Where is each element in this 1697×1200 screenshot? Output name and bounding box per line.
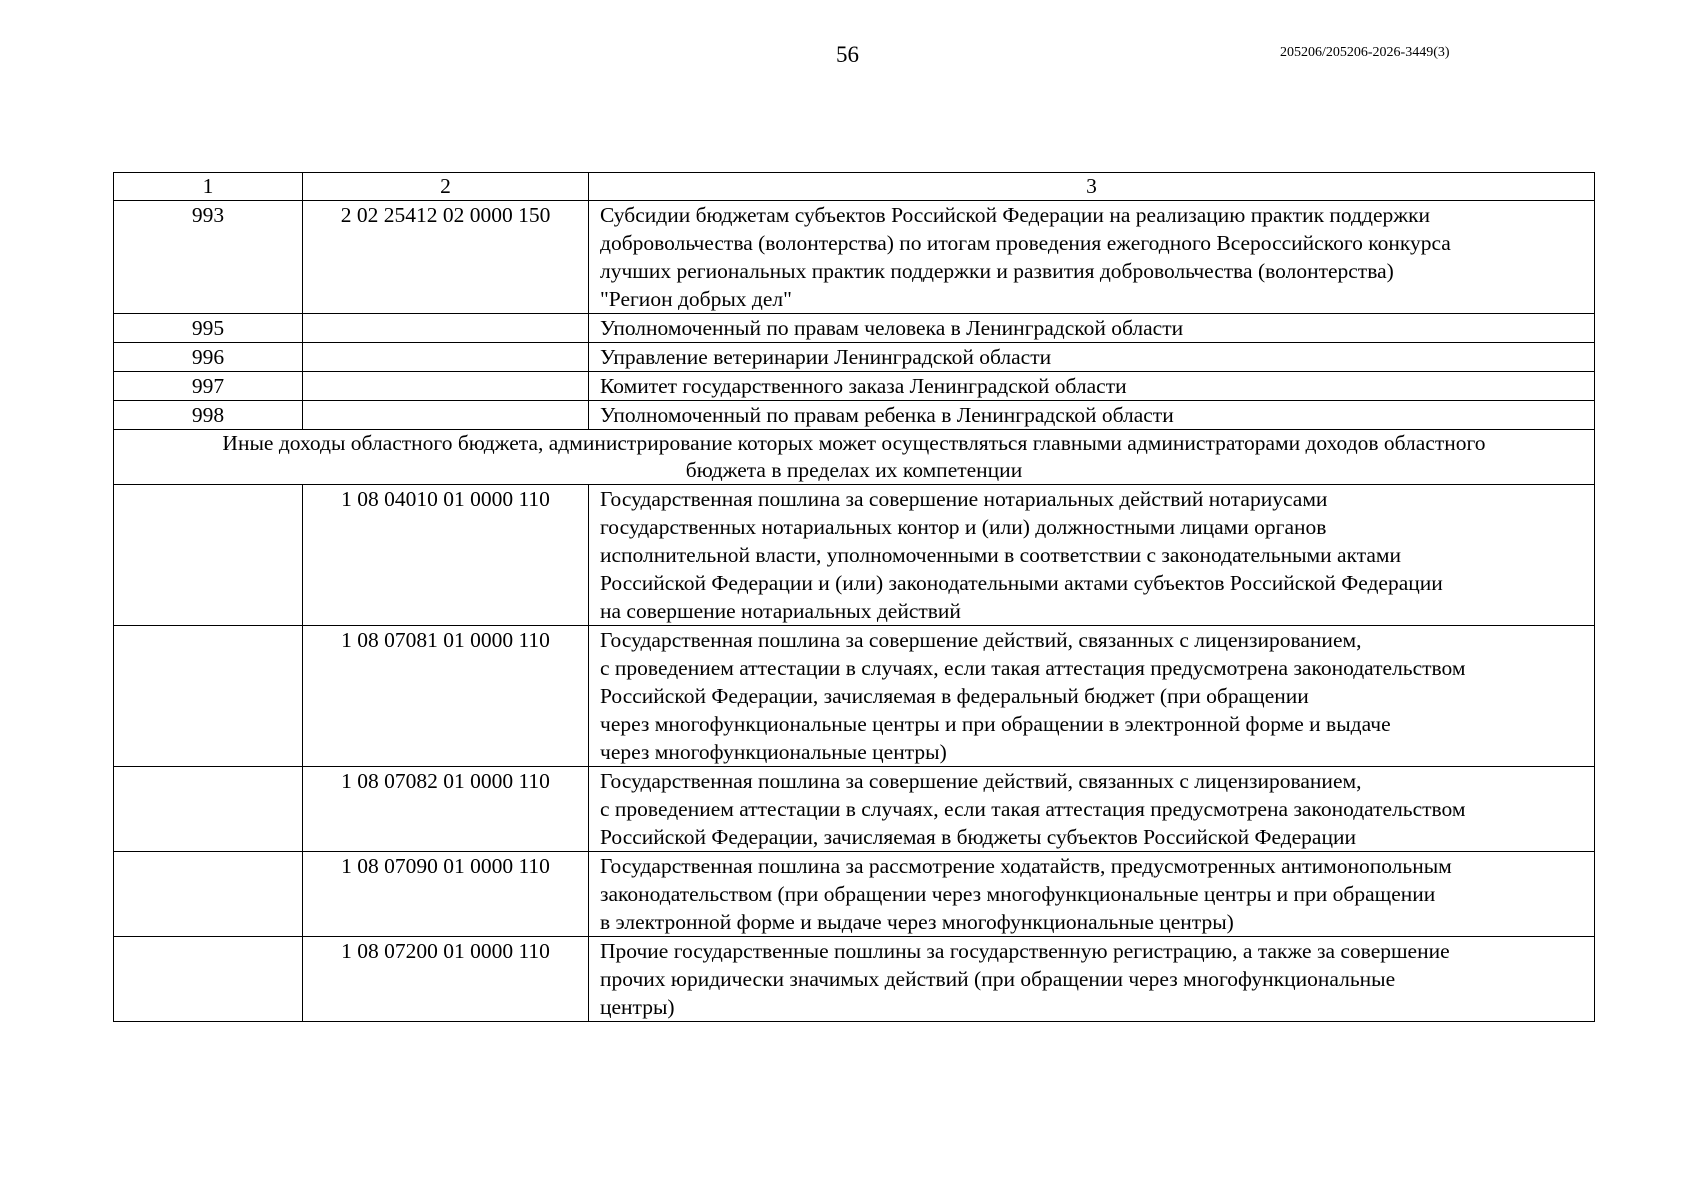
revenue-code-cell: 1 08 04010 01 0000 110 <box>303 485 589 626</box>
revenue-table <box>113 172 1595 1022</box>
description-line: законодательством (при обращении через многофункциональные центры и при обращении <box>600 882 1436 906</box>
table-row <box>114 852 1595 937</box>
description-line: прочих юридически значимых действий (при обращении через многофункциональные <box>600 967 1396 991</box>
description-line: Государственная пошлина за совершение действий, связанных с лицензированием, <box>600 628 1362 652</box>
description-line: с проведением аттестации в случаях, если такая аттестация предусмотрена законодательством <box>600 797 1466 821</box>
document-code: 205206/205206-2026-3449(3) <box>1280 45 1450 60</box>
description-line: Уполномоченный по правам человека в Ленинградской области <box>600 316 1184 340</box>
table-header-row <box>114 173 1595 201</box>
description-cell <box>589 343 1595 372</box>
admin-code-cell: 995 <box>114 314 303 343</box>
table-row <box>114 767 1595 852</box>
description-line: с проведением аттестации в случаях, если такая аттестация предусмотрена законодательством <box>600 656 1466 680</box>
description-line: государственных нотариальных контор и (или) должностными лицами органов <box>600 515 1327 539</box>
table-row <box>114 314 1595 343</box>
description-line: добровольчества (волонтерства) по итогам проведения ежегодного Всероссийского конкурса <box>600 231 1451 255</box>
table-row <box>114 201 1595 314</box>
revenue-code-cell <box>303 314 589 343</box>
admin-code-cell <box>114 485 303 626</box>
column-header-3: 3 <box>589 173 1595 201</box>
admin-code-cell <box>114 626 303 767</box>
admin-code-cell: 996 <box>114 343 303 372</box>
column-header-1: 1 <box>114 173 303 201</box>
description-cell <box>589 767 1595 852</box>
description-line: Управление ветеринарии Ленинградской области <box>600 345 1052 369</box>
description-cell <box>589 314 1595 343</box>
admin-code-cell <box>114 937 303 1022</box>
description-line: в электронной форме и выдаче через многофункциональные центры) <box>600 910 1234 934</box>
description-line: на совершение нотариальных действий <box>600 599 961 623</box>
table-row <box>114 626 1595 767</box>
description-cell <box>589 372 1595 401</box>
description-line: Российской Федерации, зачисляемая в федеральный бюджет (при обращении <box>600 684 1309 708</box>
description-line: лучших региональных практик поддержки и развития добровольчества (волонтерства) <box>600 259 1394 283</box>
description-line: Уполномоченный по правам ребенка в Ленинградской области <box>600 403 1174 427</box>
admin-code-cell: 993 <box>114 201 303 314</box>
table-row <box>114 937 1595 1022</box>
description-line: через многофункциональные центры и при обращении в электронной форме и выдаче <box>600 712 1391 736</box>
column-header-2: 2 <box>303 173 589 201</box>
description-line: через многофункциональные центры) <box>600 740 947 764</box>
description-line: исполнительной власти, уполномоченными в соответствии с законодательными актами <box>600 543 1402 567</box>
revenue-code-cell <box>303 343 589 372</box>
description-line: Комитет государственного заказа Ленинградской области <box>600 374 1127 398</box>
description-cell <box>589 401 1595 430</box>
description-line: Субсидии бюджетам субъектов Российской Федерации на реализацию практик поддержки <box>600 203 1431 227</box>
section-heading-line: бюджета в пределах их компетенции <box>685 458 1023 482</box>
description-line: Российской Федерации, зачисляемая в бюджеты субъектов Российской Федерации <box>600 825 1356 849</box>
description-cell <box>589 201 1595 314</box>
admin-code-cell: 998 <box>114 401 303 430</box>
description-cell <box>589 937 1595 1022</box>
admin-code-cell <box>114 767 303 852</box>
admin-code-cell: 997 <box>114 372 303 401</box>
revenue-code-cell <box>303 372 589 401</box>
description-line: центры) <box>600 995 675 1019</box>
section-heading-line: Иные доходы областного бюджета, администрирование которых может осуществляться главными администраторами доходов областного <box>222 431 1486 455</box>
table-row <box>114 343 1595 372</box>
admin-code-cell <box>114 852 303 937</box>
revenue-code-cell <box>303 401 589 430</box>
section-heading <box>114 430 1595 485</box>
description-line: Государственная пошлина за совершение нотариальных действий нотариусами <box>600 487 1328 511</box>
table-row <box>114 401 1595 430</box>
description-line: Государственная пошлина за рассмотрение ходатайств, предусмотренных антимонопольным <box>600 854 1452 878</box>
page-number: 56 <box>836 42 859 67</box>
revenue-code-cell: 1 08 07090 01 0000 110 <box>303 852 589 937</box>
revenue-code-cell: 1 08 07082 01 0000 110 <box>303 767 589 852</box>
description-cell <box>589 626 1595 767</box>
description-line: Прочие государственные пошлины за государственную регистрацию, а также за совершение <box>600 939 1450 963</box>
revenue-code-cell: 1 08 07081 01 0000 110 <box>303 626 589 767</box>
description-cell <box>589 485 1595 626</box>
description-line: Российской Федерации и (или) законодательными актами субъектов Российской Федерации <box>600 571 1443 595</box>
revenue-code-cell: 1 08 07200 01 0000 110 <box>303 937 589 1022</box>
table-row <box>114 372 1595 401</box>
description-cell <box>589 852 1595 937</box>
section-row <box>114 430 1595 485</box>
description-line: "Регион добрых дел" <box>600 287 792 311</box>
revenue-code-cell: 2 02 25412 02 0000 150 <box>303 201 589 314</box>
description-line: Государственная пошлина за совершение действий, связанных с лицензированием, <box>600 769 1362 793</box>
table-row <box>114 485 1595 626</box>
